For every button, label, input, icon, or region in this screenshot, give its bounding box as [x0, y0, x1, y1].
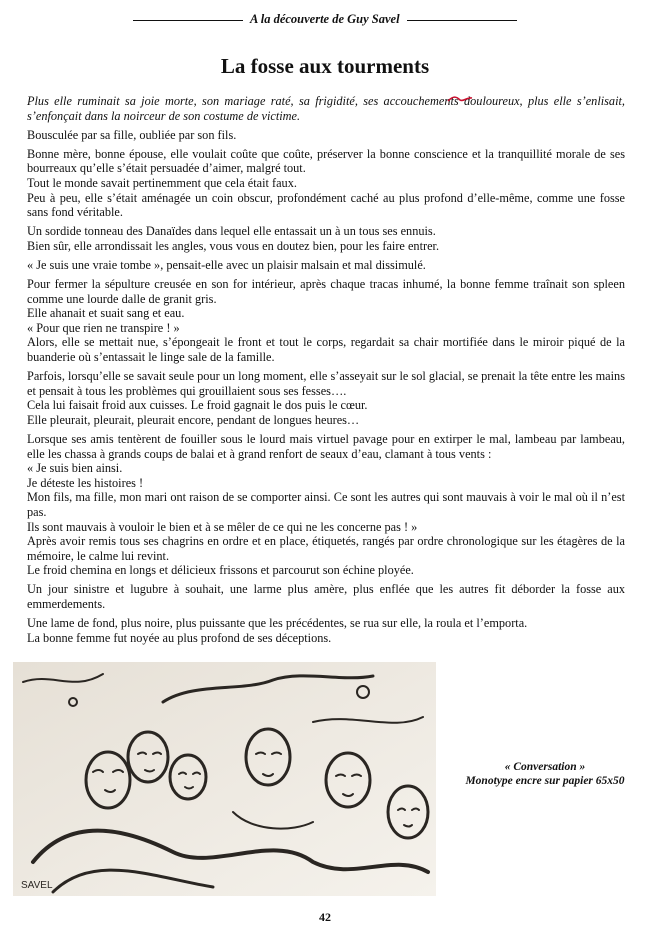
artwork-conversation	[13, 662, 436, 896]
figure-caption	[440, 760, 650, 788]
article-body	[27, 94, 625, 650]
body-line: Lorsque ses amis tentèrent de fouiller sous le lourd mais virtuel pavage pour en extirper le mal, lambeau par lambeau, elle les chassa à grands coups de balai et à grand renfort de seaux d’eau, clamant à tous vents :	[27, 431, 625, 461]
caption-medium: Monotype encre sur papier 65x50	[465, 775, 625, 787]
body-line: La bonne femme fut noyée au plus profond de ses déceptions.	[27, 630, 332, 645]
artist-signature: SAVEL	[21, 880, 53, 891]
running-title: A la découverte de Guy Savel	[249, 12, 400, 26]
body-line: Parfois, lorsqu’elle se savait seule pour un long moment, elle s’asseyait sur le sol glacial, se prenait la tête entre les mains et pensait à tous les problèmes qui grouillaient sous ses fesses….	[27, 369, 625, 398]
body-line: Un sordide tonneau des Danaïdes dans lequel elle entassait un à un tous ses ennuis.	[27, 224, 436, 239]
body-line: Peu à peu, elle s’était aménagée un coin obscur, profondément caché au plus profond d’elle-même, comme une fosse sans fond véritable.	[27, 190, 625, 220]
body-line: Bonne mère, bonne épouse, elle voulait coûte que coûte, préserver la bonne conscience et la tranquillité morale de ses bourreaux qu’elle s’était persuadée d’aimer, malgré tout.	[27, 146, 625, 176]
body-line: Le froid chemina en longs et délicieux frissons et parcourut son échine ployée.	[27, 563, 414, 578]
header-rule-right	[407, 20, 517, 21]
body-paragraph	[27, 277, 625, 365]
body-paragraph	[27, 432, 625, 578]
body-line: Bousculée par sa fille, oubliée par son fils.	[27, 127, 237, 142]
body-line: Une lame de fond, plus noire, plus puissante que les précédentes, se rua sur elle, la roula et l’emporta.	[27, 616, 528, 631]
body-line: Elle ahanait et suait sang et eau.	[27, 306, 185, 321]
body-line: Après avoir remis tous ses chagrins en ordre et en place, étiquetés, rangés par ordre chronologique sur les étagères de la mémoire, le calme lui revint.	[27, 534, 625, 563]
monotype-sketch	[13, 662, 436, 896]
body-line: « Je suis une vraie tombe », pensait-elle avec un plaisir malsain et mal dissimulé.	[27, 257, 426, 272]
body-paragraph	[27, 616, 625, 645]
body-line: Bien sûr, elle arrondissait les angles, vous vous en doutez bien, pour les faire entrer.	[27, 238, 440, 253]
body-line: Je déteste les histoires !	[27, 475, 144, 490]
body-line: Alors, elle se mettait nue, s’épongeait le front et tout le corps, regardait sa chair mortifiée dans le miroir piqué de la buanderie où s’entassait le linge sale de la famille.	[27, 335, 625, 364]
paragraph-list	[27, 128, 625, 646]
body-paragraph	[27, 224, 625, 253]
body-paragraph	[27, 369, 625, 427]
body-line: Tout le monde savait pertinemment que cela était faux.	[27, 175, 297, 190]
body-paragraph	[27, 582, 625, 611]
intro-paragraph: Plus elle ruminait sa joie morte, son mariage raté, sa frigidité, ses accouchements douloureux, plus elle s’enlisait, s’enfonçait dans la noirceur de son costume de victime.	[27, 94, 625, 123]
body-paragraph	[27, 258, 625, 273]
body-paragraph	[27, 147, 625, 220]
body-line: « Pour que rien ne transpire ! »	[27, 320, 180, 335]
header-rule-left	[133, 20, 243, 21]
body-line: Mon fils, ma fille, mon mari ont raison de se comporter ainsi. Ce sont les autres qui sont mauvais à voir le mal où il n’est pas.	[27, 490, 625, 519]
article-title: La fosse aux tourments	[220, 54, 430, 78]
page-number: 42	[319, 910, 331, 924]
body-line: Elle pleurait, pleurait, pleurait encore, pendant de longues heures…	[27, 412, 360, 427]
body-paragraph	[27, 128, 625, 143]
red-correction-mark	[447, 95, 473, 103]
running-header	[0, 12, 650, 27]
caption-title: « Conversation »	[504, 761, 586, 773]
body-line: Ils sont mauvais à vouloir le bien et à se mêler de ce qui ne les concerne pas ! »	[27, 519, 418, 534]
body-line: « Je suis bien ainsi.	[27, 461, 123, 476]
body-line: Cela lui faisait froid aux cuisses. Le froid gagnait le dos puis le cœur.	[27, 398, 368, 413]
body-line: Un jour sinistre et lugubre à souhait, une larme plus amère, plus enflée que les autres fit déborder la fosse aux emmerdements.	[27, 582, 625, 611]
body-line: Pour fermer la sépulture creusée en son for intérieur, après chaque tracas inhumé, la bonne femme traînait son spleen comme une lourde dalle de granit gris.	[27, 277, 625, 306]
